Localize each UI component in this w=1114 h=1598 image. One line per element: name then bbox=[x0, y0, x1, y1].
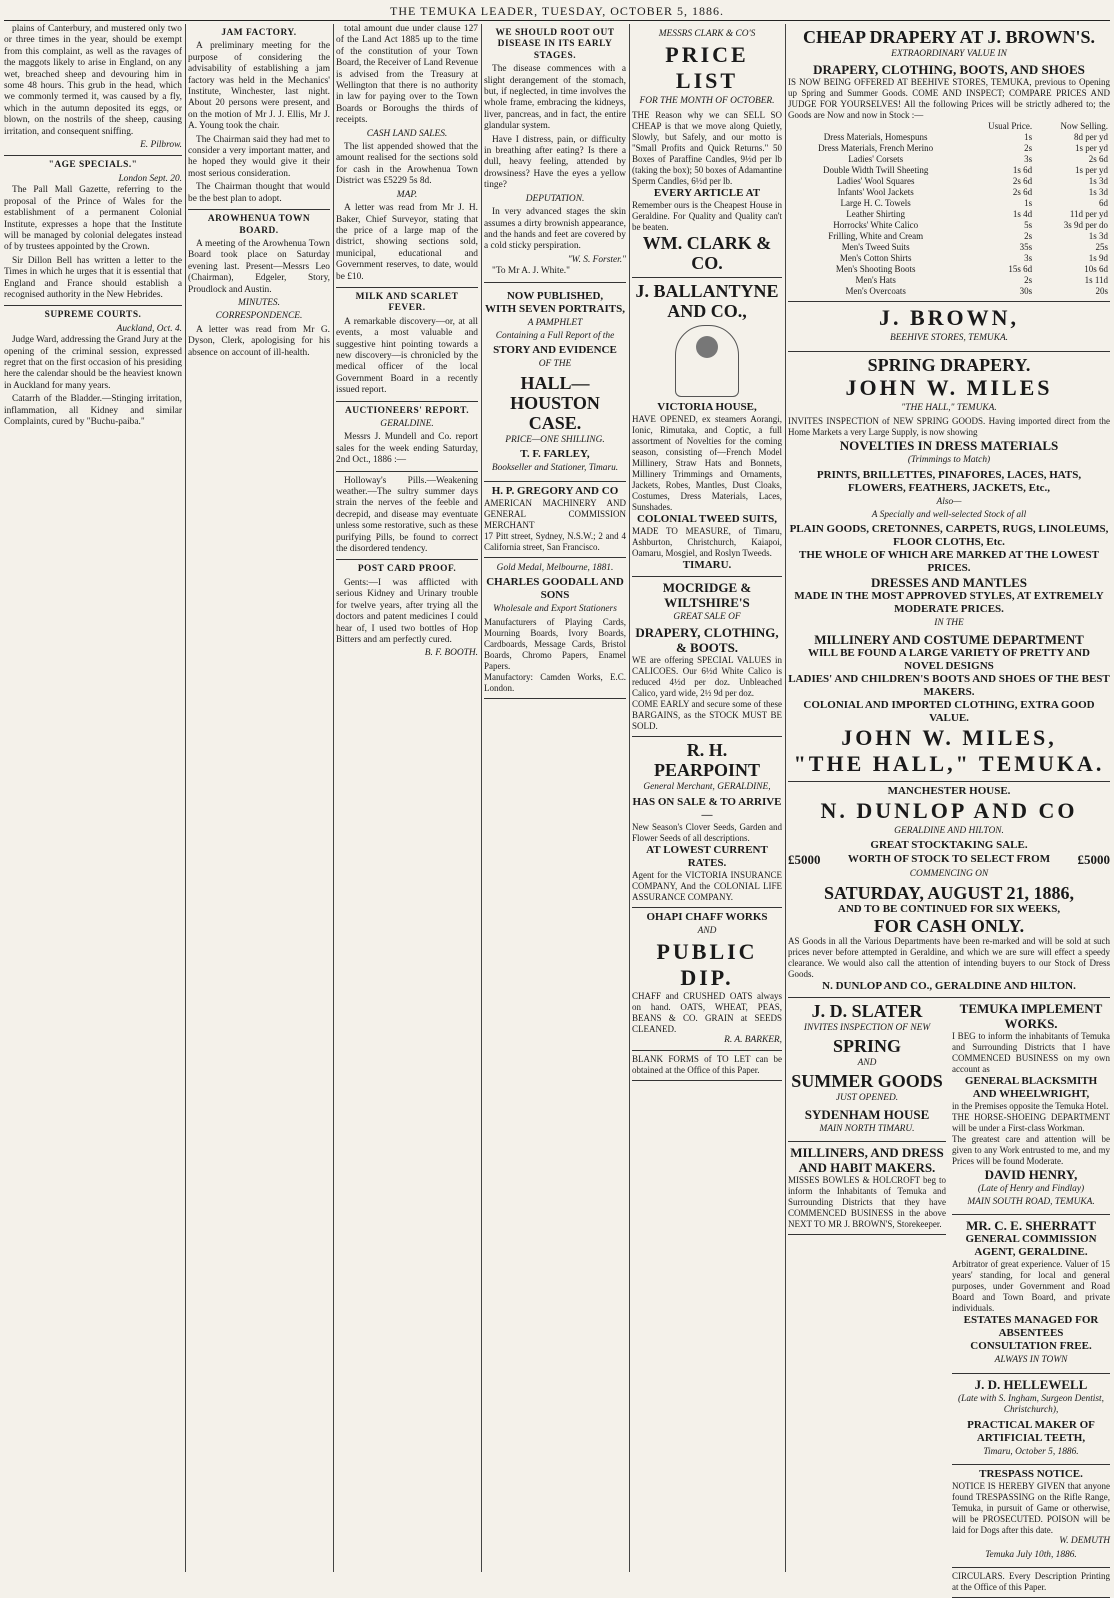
column-rule bbox=[333, 24, 334, 1572]
subheading: MINUTES. bbox=[238, 297, 280, 308]
price-row bbox=[788, 253, 1110, 264]
ad-title: SATURDAY, AUGUST 21, 1886, bbox=[823, 882, 1075, 903]
divider bbox=[188, 209, 330, 210]
section-heading: POST CARD PROOF. bbox=[357, 564, 457, 575]
ad-line: COLONIAL TWEED SUITS, bbox=[636, 512, 778, 525]
price-item: Ladies' Wool Squares bbox=[836, 176, 915, 187]
price-item: Double Width Twill Sheeting bbox=[822, 165, 929, 176]
ad-title: MOCRIDGE & WILTSHIRE'S bbox=[662, 579, 752, 610]
article-text: In very advanced stages the skin assumes a dirty brownish appearance, and the hands and feet are covered by a cold sticky perspiration. bbox=[484, 207, 626, 252]
divider bbox=[336, 287, 478, 288]
article-text: A letter was read from Mr G. Dyson, Clerk, apologising for his absence on account of ill-health. bbox=[188, 324, 330, 358]
signature: "W. S. Forster." bbox=[567, 254, 626, 265]
ad-title: NOVELTIES IN DRESS MATERIALS bbox=[839, 438, 1059, 454]
ad-line: MADE IN THE MOST APPROVED STYLES, AT EXTREMELY MODERATE PRICES. bbox=[794, 590, 1104, 616]
ballantyne-advert bbox=[632, 278, 782, 577]
now-price: 10s 6d bbox=[1084, 264, 1108, 275]
brown-advert bbox=[788, 24, 1110, 302]
ad-line: WITH SEVEN PORTRAITS, bbox=[485, 302, 625, 315]
now-price: 1s 3d bbox=[1088, 176, 1108, 187]
ad-title: CASE. bbox=[528, 412, 582, 433]
ad-title: PRICE LIST bbox=[665, 42, 749, 94]
price-item: Men's Hats bbox=[855, 275, 896, 286]
price-row bbox=[788, 275, 1110, 286]
article-text: The list appended showed that the amount realised for the sections sold for cash in the Arowhenua Town District was £5229 5s 8d. bbox=[336, 142, 478, 187]
ad-line: (Late with S. Ingham, Surgeon Dentist, Christchurch), bbox=[958, 1393, 1104, 1416]
ad-body: COME EARLY and secure some of these BARGAINS, as the STOCK MUST BE SOLD. bbox=[632, 699, 782, 732]
subheading: DEPUTATION. bbox=[525, 193, 585, 204]
price-item: Dress Materials, French Merino bbox=[818, 143, 934, 154]
victoria-house-emblem bbox=[675, 325, 739, 397]
price-row bbox=[788, 264, 1110, 275]
divider bbox=[336, 401, 478, 402]
divider bbox=[4, 155, 182, 156]
signature: R. A. BARKER, bbox=[724, 1035, 782, 1046]
ad-title: SPRING DRAPERY. bbox=[867, 354, 1031, 375]
price-row bbox=[788, 176, 1110, 187]
ad-line: General Merchant, GERALDINE, bbox=[643, 782, 771, 793]
ad-line: JUST OPENED. bbox=[835, 1093, 899, 1104]
ad-line: BEEHIVE STORES, TEMUKA. bbox=[889, 333, 1009, 344]
column-rule bbox=[185, 24, 186, 1572]
article-text: The Chairman thought that would be the best plan to adopt. bbox=[188, 182, 330, 204]
ad-title: "THE HALL," TEMUKA. bbox=[793, 750, 1105, 776]
ad-line: GENERAL BLACKSMITH AND WHEELWRIGHT, bbox=[964, 1074, 1098, 1100]
now-price: 8d per yd bbox=[1074, 132, 1108, 143]
ad-line: Manufacturers of Playing Cards, Mourning Boards, Ivory Boards, Cardboards, Message Cards, Bristol Boards, Chromo Papers, Enamel Papers. bbox=[484, 617, 626, 672]
price-item: Men's Shooting Boots bbox=[835, 264, 916, 275]
ad-line: A Specially and well-selected Stock of all bbox=[871, 510, 1027, 521]
ad-line: GREAT SALE OF bbox=[673, 611, 741, 622]
signature: B. F. BOOTH. bbox=[424, 648, 478, 659]
brown-signature-block bbox=[788, 302, 1110, 351]
ad-title: MILLINERS, AND DRESS AND HABIT MAKERS. bbox=[790, 1145, 944, 1176]
amount-line bbox=[788, 852, 1110, 867]
ad-line: OF THE bbox=[538, 359, 572, 370]
ad-line: Temuka July 10th, 1886. bbox=[985, 1549, 1077, 1560]
masthead: THE TEMUKA LEADER, TUESDAY, OCTOBER 5, 1886. bbox=[389, 4, 725, 18]
now-price: 2s 6d bbox=[1088, 154, 1108, 165]
ad-line: (Trimmings to Match) bbox=[907, 455, 991, 466]
price-table bbox=[788, 121, 1110, 297]
ad-title: SPRING bbox=[832, 1036, 901, 1057]
price-row bbox=[788, 286, 1110, 297]
ad-body: in the Premises opposite the Temuka Hotel. bbox=[952, 1100, 1109, 1111]
column-2 bbox=[188, 24, 330, 1572]
price-row bbox=[788, 187, 1110, 198]
slater-advert bbox=[788, 998, 946, 1143]
ad-body: I BEG to inform the inhabitants of Temuka and Surrounding Districts that I have COMMENCED BUSINESS on my own account as bbox=[952, 1030, 1110, 1074]
ad-line: AMERICAN MACHINERY AND GENERAL COMMISSION MERCHANT bbox=[484, 497, 626, 530]
article-text: Messrs J. Mundell and Co. report sales for the week ending Saturday, 2nd Oct., 1886 :— bbox=[336, 432, 478, 466]
article-text: plains of Canterbury, and mustered only two or three times in the year, should be exempt from this complaint, as well as the ravages of the maggots likely to arise in England, on any wet, breached sheep and devouring him in some 48 hours. This grub in the head, which we commonly termed it, was caused by a fly, which in the autumn deposited its eggs, or blown, on the nostrils of the sheep, causing irritation, and consequent sniffing. bbox=[4, 24, 182, 137]
advert-text: Holloway's Pills.—Weakening weather.—The sultry summer days strain the nerves of the feeble and decrepid, and disease may eventuate unless some restorative, such as these purifying Pills, be found to correct the disordered tendency. bbox=[336, 475, 478, 555]
usual-price: 1s bbox=[1024, 198, 1033, 209]
ad-line: INVITES INSPECTION OF NEW bbox=[803, 1022, 931, 1033]
ad-body: THE HORSE-SHOEING DEPARTMENT will be under a First-class Workman. bbox=[952, 1111, 1110, 1133]
price-row bbox=[788, 198, 1110, 209]
section-heading: "AGE SPECIALS." bbox=[48, 160, 138, 171]
ad-line: MAIN SOUTH ROAD, TEMUKA. bbox=[967, 1197, 1095, 1208]
divider bbox=[484, 282, 626, 283]
section-heading: AROWHENUA TOWN BOARD. bbox=[207, 214, 311, 236]
dateline: London Sept. 20. bbox=[118, 173, 182, 184]
divider bbox=[336, 559, 478, 560]
ad-body: IS NOW BEING OFFERED AT BEEHIVE STORES, TEMUKA, previous to Opening up Spring and Summer Goods. COME AND INSPECT; COMPARE PRICES AND JUDGE FOR YOURSELVES! All the following Prices will be strictly adhered to; the Goods are Now and now in Stock :— bbox=[788, 77, 1110, 121]
ad-line: (Late of Henry and Findlay) bbox=[977, 1183, 1085, 1194]
ad-line: Containing a Full Report of the bbox=[495, 330, 615, 341]
divider bbox=[4, 305, 182, 306]
ad-body: HAVE OPENED, ex steamers Aorangi, Ionic, Rimutaka, and Coptic, a full assortment of Novelties for the coming season, consisting of—French Model Millinery, Straw Hats and Bonnets, Millinery Trimmings and Ornaments, Jackets, Robes, Mantles, Dust Cloaks, Costumes, Dress Materials, Laces, Sunshades. bbox=[632, 413, 782, 512]
ad-line: MAIN NORTH TIMARU. bbox=[819, 1123, 915, 1134]
goodall-advert bbox=[484, 558, 626, 700]
ad-title: TEMUKA IMPLEMENT WORKS. bbox=[959, 1000, 1103, 1031]
now-price: 3s 9d per do bbox=[1063, 220, 1108, 231]
usual-price: 3s bbox=[1024, 154, 1033, 165]
ad-title: DRAPERY, CLOTHING, BOOTS, AND SHOES bbox=[813, 62, 1085, 78]
ad-line: AND TO BE CONTINUED FOR SIX WEEKS, bbox=[837, 902, 1061, 915]
ad-line: ALWAYS IN TOWN bbox=[994, 1355, 1068, 1366]
divider bbox=[336, 471, 478, 472]
ad-line: GENERAL COMMISSION AGENT, GERALDINE. bbox=[965, 1233, 1097, 1259]
usual-price: 1s bbox=[1024, 132, 1033, 143]
gregory-advert bbox=[484, 482, 626, 558]
ad-body: MISSES BOWLES & HOLCROFT beg to inform the Inhabitants of Temuka and Surrounding Districts that they have COMMENCED BUSINESS in the above NEXT TO MR J. BROWN'S, Storekeeper. bbox=[788, 1175, 946, 1230]
ad-line: GREAT STOCKTAKING SALE. bbox=[870, 839, 1028, 852]
ad-line: STORY AND EVIDENCE bbox=[493, 344, 617, 357]
section-heading: JAM FACTORY. bbox=[221, 28, 297, 38]
ad-line: CONSULTATION FREE. bbox=[970, 1340, 1092, 1353]
price-item: Horrocks' White Calico bbox=[833, 220, 919, 231]
now-price: 1s 11d bbox=[1084, 275, 1108, 286]
ad-line: THE WHOLE OF WHICH ARE MARKED AT THE LOWEST PRICES. bbox=[799, 549, 1099, 575]
ad-line: PRICE—ONE SHILLING. bbox=[505, 434, 605, 445]
ad-line: T. F. FARLEY, bbox=[520, 448, 590, 461]
bottom-ads-left bbox=[788, 998, 946, 1598]
implement-advert bbox=[952, 998, 1110, 1216]
article-text: A preliminary meeting for the purpose of considering the advisability of establishing a jam factory was held in the Mechanics' Institute, Winchester, last night. About 20 persons were present, and on the motion of Mr J. J. Ellis, Mr J. A. Young took the chair. bbox=[188, 41, 330, 132]
price-header: Usual Price. bbox=[988, 121, 1033, 132]
now-price: 11d per yd bbox=[1069, 209, 1108, 220]
price-row bbox=[788, 154, 1110, 165]
ad-title: SUMMER GOODS bbox=[791, 1071, 943, 1092]
ad-line: VICTORIA HOUSE, bbox=[657, 400, 757, 413]
price-row bbox=[788, 231, 1110, 242]
article-text: Judge Ward, addressing the Grand Jury at the opening of the criminal session, expressed regret that on the first occasion of his presiding here the calendar should be the heaviest known in Auckland for many years. bbox=[4, 335, 182, 391]
milliners-advert bbox=[788, 1142, 946, 1235]
ad-line: OHAPI CHAFF WORKS bbox=[646, 910, 768, 923]
ad-body: The greatest care and attention will be given to any Work entrusted to me, and my Prices will be found Moderate. bbox=[952, 1133, 1110, 1166]
price-header-row bbox=[788, 121, 1110, 132]
ad-body: New Season's Clover Seeds, Garden and Flower Seeds of all descriptions. bbox=[632, 821, 782, 843]
price-item: Large H. C. Towels bbox=[840, 198, 911, 209]
pearpoint-advert bbox=[632, 737, 782, 907]
ad-line: PRACTICAL MAKER OF ARTIFICIAL TEETH, bbox=[967, 1418, 1095, 1444]
ad-line: Bookseller and Stationer, Timaru. bbox=[491, 463, 619, 474]
sherratt-advert bbox=[952, 1215, 1110, 1373]
ad-body: Remember ours is the Cheapest House in Geraldine. For Quality and Quality can't be beaten. bbox=[632, 199, 782, 232]
column-rule bbox=[629, 24, 630, 1572]
ad-line: IN THE bbox=[934, 618, 964, 629]
ad-line: WORTH OF STOCK TO SELECT FROM bbox=[847, 853, 1051, 866]
article-text: total amount due under clause 127 of the Land Act 1885 up to the time of the constitution of your Town Board, the Receiver of Land Revenue is advised from the Treasury at Wellington that there is no authority in law for paying over to the Town Boards or Boroughs the thirds of receipts. bbox=[336, 24, 478, 126]
circulars-advert bbox=[952, 1568, 1110, 1598]
clark-advert bbox=[632, 24, 782, 278]
trespass-advert bbox=[952, 1465, 1110, 1568]
column-rule bbox=[785, 24, 786, 1572]
amount: £5000 bbox=[1077, 852, 1110, 868]
column-5 bbox=[632, 24, 782, 1572]
price-item: Men's Cotton Shirts bbox=[839, 253, 912, 264]
ad-title: PUBLIC DIP. bbox=[656, 939, 758, 991]
usual-price: 2s bbox=[1024, 275, 1033, 286]
article-text: The Pall Mall Gazette, referring to the proposal of the Prince of Wales for the establishment of a permanent Colonial Institute, expresses a hope that the Institute will be managed by colonial delegates instead of by trustees appointed by the Crown. bbox=[4, 185, 182, 253]
ad-line: COMMENCING ON bbox=[909, 869, 989, 880]
price-row bbox=[788, 143, 1110, 154]
ad-title: J. D. HELLEWELL bbox=[974, 1376, 1088, 1392]
subheading: CORRESPONDENCE. bbox=[215, 311, 303, 322]
ad-title: N. DUNLOP AND CO bbox=[820, 797, 1078, 823]
bottom-ads bbox=[788, 998, 1110, 1598]
price-item: Ladies' Corsets bbox=[848, 154, 904, 165]
ad-body: AS Goods in all the Various Departments have been re-marked and will be sold at such prices never before attempted in Geraldine, and which we are sure will effect a speedy clearance. We would also call the attention of intending buyers to our Stock of Dress Goods. bbox=[788, 935, 1110, 979]
ad-body: Arbitrator of great experience. Valuer of 15 years' standing, for local and general purposes, under Government and Road Board and Town Board, and private individuals. bbox=[952, 1259, 1110, 1314]
price-item: Leather Shirting bbox=[846, 209, 906, 220]
usual-price: 5s bbox=[1024, 220, 1033, 231]
advert-text: Gents:—I was afflicted with serious Kidney and Urinary trouble for twelve years, after trying all the doctors and patent medicines I could hear of, I used two bottles of Hop Bitters and am perfectly cured. bbox=[336, 577, 478, 645]
now-price: 25s bbox=[1095, 242, 1108, 253]
ad-title: HALL—HOUSTON bbox=[510, 372, 600, 413]
now-price: 1s 9d bbox=[1088, 253, 1108, 264]
ad-body: THE Reason why we can SELL SO CHEAP is that we move along Quietly, Slowly, but Safely, and our motto is "Small Profits and Quick Returns." 50 Boxes of Paraffine Candles, 9½d per lb (taking the box); 50 boxes of Adamantine Sperm Candles, 6½d per lb. bbox=[632, 109, 782, 186]
bottom-ads-right bbox=[952, 998, 1110, 1598]
ad-line: Wholesale and Export Stationers bbox=[493, 603, 617, 614]
ad-line: 17 Pitt street, Sydney, N.S.W.; 2 and 4 California street, San Francisco. bbox=[484, 530, 626, 552]
amount: £5000 bbox=[788, 852, 821, 868]
section-heading: MILK AND SCARLET FEVER. bbox=[355, 291, 459, 314]
article-text: The Chairman said they had met to consider a very important matter, and he hoped they would give it their most serious consideration. bbox=[188, 134, 330, 179]
ad-body: CIRCULARS. Every Description Printing at the Office of this Paper. bbox=[952, 1570, 1110, 1592]
ad-line: Timaru, October 5, 1886. bbox=[983, 1446, 1079, 1457]
usual-price: 15s 6d bbox=[1008, 264, 1033, 275]
ad-line: COLONIAL AND IMPORTED CLOTHING, EXTRA GOOD VALUE. bbox=[803, 698, 1095, 724]
subheading: GERALDINE. bbox=[380, 419, 434, 429]
hellewell-advert bbox=[952, 1374, 1110, 1465]
mocridge-advert bbox=[632, 577, 782, 737]
ad-body: NOTICE IS HEREBY GIVEN that anyone found TRESPASSING on the Rifle Range, Temuka, in pursuit of Game or otherwise, will be PROSECUTED. POISON will be laid for Dogs after this date. bbox=[952, 1481, 1110, 1536]
ad-line: FOR THE MONTH OF OCTOBER. bbox=[639, 96, 775, 107]
dateline: Auckland, Oct. 4. bbox=[116, 323, 182, 334]
price-item: Men's Tweed Suits bbox=[841, 242, 910, 253]
ad-title: JOHN W. MILES, bbox=[841, 724, 1057, 750]
section-heading: SUPREME COURTS. bbox=[44, 310, 142, 321]
article-text: "To Mr A. J. White." bbox=[492, 266, 570, 277]
usual-price: 2s 6d bbox=[1012, 187, 1033, 198]
now-price: 1s per yd bbox=[1075, 143, 1108, 154]
now-price: 1s 3d bbox=[1088, 187, 1108, 198]
price-item: Men's Overcoats bbox=[845, 286, 906, 297]
ad-body: MADE TO MEASURE, of Timaru, Ashburton, Christchurch, Kaiapoi, Oamaru, Mosgiel, and Roslyn Tweeds. bbox=[632, 525, 782, 558]
ad-title: MR. C. E. SHERRATT bbox=[966, 1218, 1096, 1234]
blank-forms-advert bbox=[632, 1051, 782, 1081]
ad-title: MILLINERY AND COSTUME DEPARTMENT bbox=[814, 631, 1084, 647]
section-heading: WE SHOULD ROOT OUT DISEASE IN ITS EARLY STAGES. bbox=[495, 28, 615, 61]
usual-price: 2s bbox=[1024, 143, 1033, 154]
ad-body: Agent for the VICTORIA INSURANCE COMPANY, And the COLONIAL LIFE ASSURANCE COMPANY. bbox=[632, 869, 782, 902]
ad-title: TRESPASS NOTICE. bbox=[979, 1468, 1083, 1481]
ad-title: CHEAP DRAPERY AT J. BROWN'S. bbox=[802, 27, 1096, 47]
article-text: A remarkable discovery—or, at all events, a most valuable and suggestive hint pointing towards a new discovery—is chronicled by the medical officer of the local Government Board in a recently issued report. bbox=[336, 316, 478, 396]
usual-price: 1s 6d bbox=[1012, 165, 1033, 176]
price-row bbox=[788, 220, 1110, 231]
ad-line: PLAIN GOODS, CRETONNES, CARPETS, RUGS, LINOLEUMS, FLOOR CLOTHS, Etc. bbox=[789, 523, 1109, 549]
now-price: 1s 3d bbox=[1088, 231, 1108, 242]
now-price: 6d bbox=[1099, 198, 1108, 209]
ad-line: Gold Medal, Melbourne, 1881. bbox=[496, 562, 614, 573]
article-text: A letter was read from Mr J. H. Baker, Chief Surveyor, stating that the price of a large map of the district, showing sections sold, municipal, educational and Government reserves, to date, would be £10. bbox=[336, 203, 478, 282]
ad-line: EXTRAORDINARY VALUE IN bbox=[891, 49, 1007, 59]
ad-body: WE are offering SPECIAL VALUES in CALICOES. Our 6½d White Calico is reduced 4½d per doz. Unbleached Calico, yard wide, 2½ 9d per doz. bbox=[632, 655, 782, 699]
ad-body: INVITES INSPECTION of NEW SPRING GOODS. Having imported direct from the Home Markets a very Large Supply, is now showing bbox=[788, 416, 1110, 438]
ad-title: CHARLES GOODALL AND SONS bbox=[486, 575, 624, 601]
ad-title: FOR CASH ONLY. bbox=[873, 915, 1025, 936]
ad-title: DRESSES AND MANTLES bbox=[870, 575, 1028, 591]
miles-advert bbox=[788, 352, 1110, 782]
subheading: CASH LAND SALES. bbox=[366, 128, 448, 139]
usual-price: 2s 6d bbox=[1012, 176, 1033, 187]
ad-body: BLANK FORMS of TO LET can be obtained at the Office of this Paper. bbox=[632, 1054, 782, 1076]
price-item: Frilling, White and Cream bbox=[828, 231, 924, 242]
ad-line: GERALDINE AND HILTON. bbox=[894, 825, 1004, 836]
ad-line: HAS ON SALE & TO ARRIVE— bbox=[632, 795, 782, 821]
column-3 bbox=[336, 24, 478, 1572]
ad-line: WILL BE FOUND A LARGE VARIETY OF PRETTY AND NOVEL DESIGNS bbox=[808, 646, 1090, 672]
ad-line: AND bbox=[857, 1058, 877, 1069]
price-item: Infants' Wool Jackets bbox=[837, 187, 914, 198]
price-row bbox=[788, 209, 1110, 220]
price-rows bbox=[788, 132, 1110, 297]
ad-title: J. BROWN, bbox=[878, 305, 1020, 331]
ad-line: A PAMPHLET bbox=[527, 317, 583, 328]
ad-line: MANCHESTER HOUSE. bbox=[887, 784, 1011, 797]
ad-title: J. D. SLATER bbox=[811, 1000, 923, 1021]
signature: E. Pilbrow. bbox=[140, 140, 182, 151]
usual-price: 2s bbox=[1024, 231, 1033, 242]
usual-price: 35s bbox=[1019, 242, 1033, 253]
dunlop-advert bbox=[788, 782, 1110, 998]
article-text: Sir Dillon Bell has written a letter to the Times in which he urges that it is essential that England and France should establish a recognised authority in the New Hebrides. bbox=[4, 255, 182, 300]
price-item: Dress Materials, Homespuns bbox=[823, 132, 928, 143]
ad-title: JOHN W. MILES bbox=[845, 374, 1053, 400]
price-row bbox=[788, 165, 1110, 176]
article-text: Have I distress, pain, or difficulty in breathing after eating? Is there a dull, heavy feeling, attended by drowsiness? Have the eyes a yellow tinge? bbox=[484, 134, 626, 191]
price-row bbox=[788, 132, 1110, 143]
ad-line: TIMARU. bbox=[682, 558, 732, 571]
usual-price: 3s bbox=[1024, 253, 1033, 264]
now-price: 1s per yd bbox=[1075, 165, 1108, 176]
ad-line: LADIES' AND CHILDREN'S BOOTS AND SHOES OF THE BEST MAKERS. bbox=[788, 672, 1110, 698]
usual-price: 1s 4d bbox=[1012, 209, 1033, 220]
subheading: MAP. bbox=[396, 189, 418, 200]
ad-line: Manufactory: Camden Works, E.C. London. bbox=[484, 672, 626, 694]
column-1 bbox=[4, 24, 182, 1572]
usual-price: 30s bbox=[1019, 286, 1033, 297]
ad-line: NOW PUBLISHED, bbox=[506, 289, 604, 302]
ad-line: ESTATES MANAGED FOR ABSENTEES bbox=[963, 1314, 1099, 1340]
ad-title: WM. CLARK & CO. bbox=[642, 232, 772, 273]
ad-title: H. P. GREGORY AND CO bbox=[491, 484, 619, 497]
column-4 bbox=[484, 24, 626, 1572]
pamphlet-advert bbox=[484, 287, 626, 482]
masthead-rule bbox=[4, 20, 1110, 21]
price-header: Now Selling. bbox=[1060, 121, 1108, 132]
ad-line: AT LOWEST CURRENT RATES. bbox=[646, 843, 768, 869]
article-text: A meeting of the Arowhenua Town Board took place on Saturday evening last. Present—Messrs Leo (Chairman), Edgeler, Story, Proudlock and Austin. bbox=[188, 238, 330, 295]
ad-title: DRAPERY, CLOTHING, & BOOTS. bbox=[635, 625, 779, 656]
ad-title: DAVID HENRY, bbox=[984, 1166, 1078, 1182]
advert-text: Catarrh of the Bladder.—Stinging irritation, inflammation, all Kidney and similar Complaints, cured by "Buchu-paiba." bbox=[4, 394, 182, 427]
column-6 bbox=[788, 24, 1110, 1592]
ad-title: SYDENHAM HOUSE bbox=[804, 1106, 930, 1122]
section-heading: AUCTIONEERS' REPORT. bbox=[344, 405, 470, 416]
article-text: The disease commences with a slight derangement of the stomach, but, if neglected, in time involves the whole frame, embracing the kidneys, liver, pancreas, and in fact, the entire glandular system. bbox=[484, 64, 626, 132]
ad-line: PRINTS, BRILLETTES, PINAFORES, LACES, HATS, FLOWERS, FEATHERS, JACKETS, Etc., bbox=[816, 468, 1082, 494]
column-rule bbox=[481, 24, 482, 1572]
now-price: 20s bbox=[1095, 286, 1108, 297]
ad-line: Also— bbox=[936, 496, 962, 507]
ad-line: EVERY ARTICLE AT bbox=[653, 186, 761, 199]
ad-title: J. BALLANTYNE AND CO., bbox=[635, 280, 779, 321]
ohapi-advert bbox=[632, 908, 782, 1052]
ad-line: "THE HALL," TEMUKA. bbox=[901, 402, 997, 413]
price-header bbox=[788, 121, 963, 132]
ad-line: MESSRS CLARK & CO'S bbox=[658, 29, 756, 39]
ad-body: CHAFF and CRUSHED OATS always on hand. OATS, WHEAT, PEAS, BEANS & CO. GRAIN at SEEDS CLEANED. bbox=[632, 991, 782, 1035]
ad-line: N. DUNLOP AND CO., GERALDINE AND HILTON. bbox=[822, 979, 1076, 992]
signature: W. DEMUTH bbox=[1059, 1536, 1110, 1547]
price-row bbox=[788, 242, 1110, 253]
ad-title: R. H. PEARPOINT bbox=[653, 740, 760, 781]
ad-line: AND bbox=[697, 925, 717, 936]
